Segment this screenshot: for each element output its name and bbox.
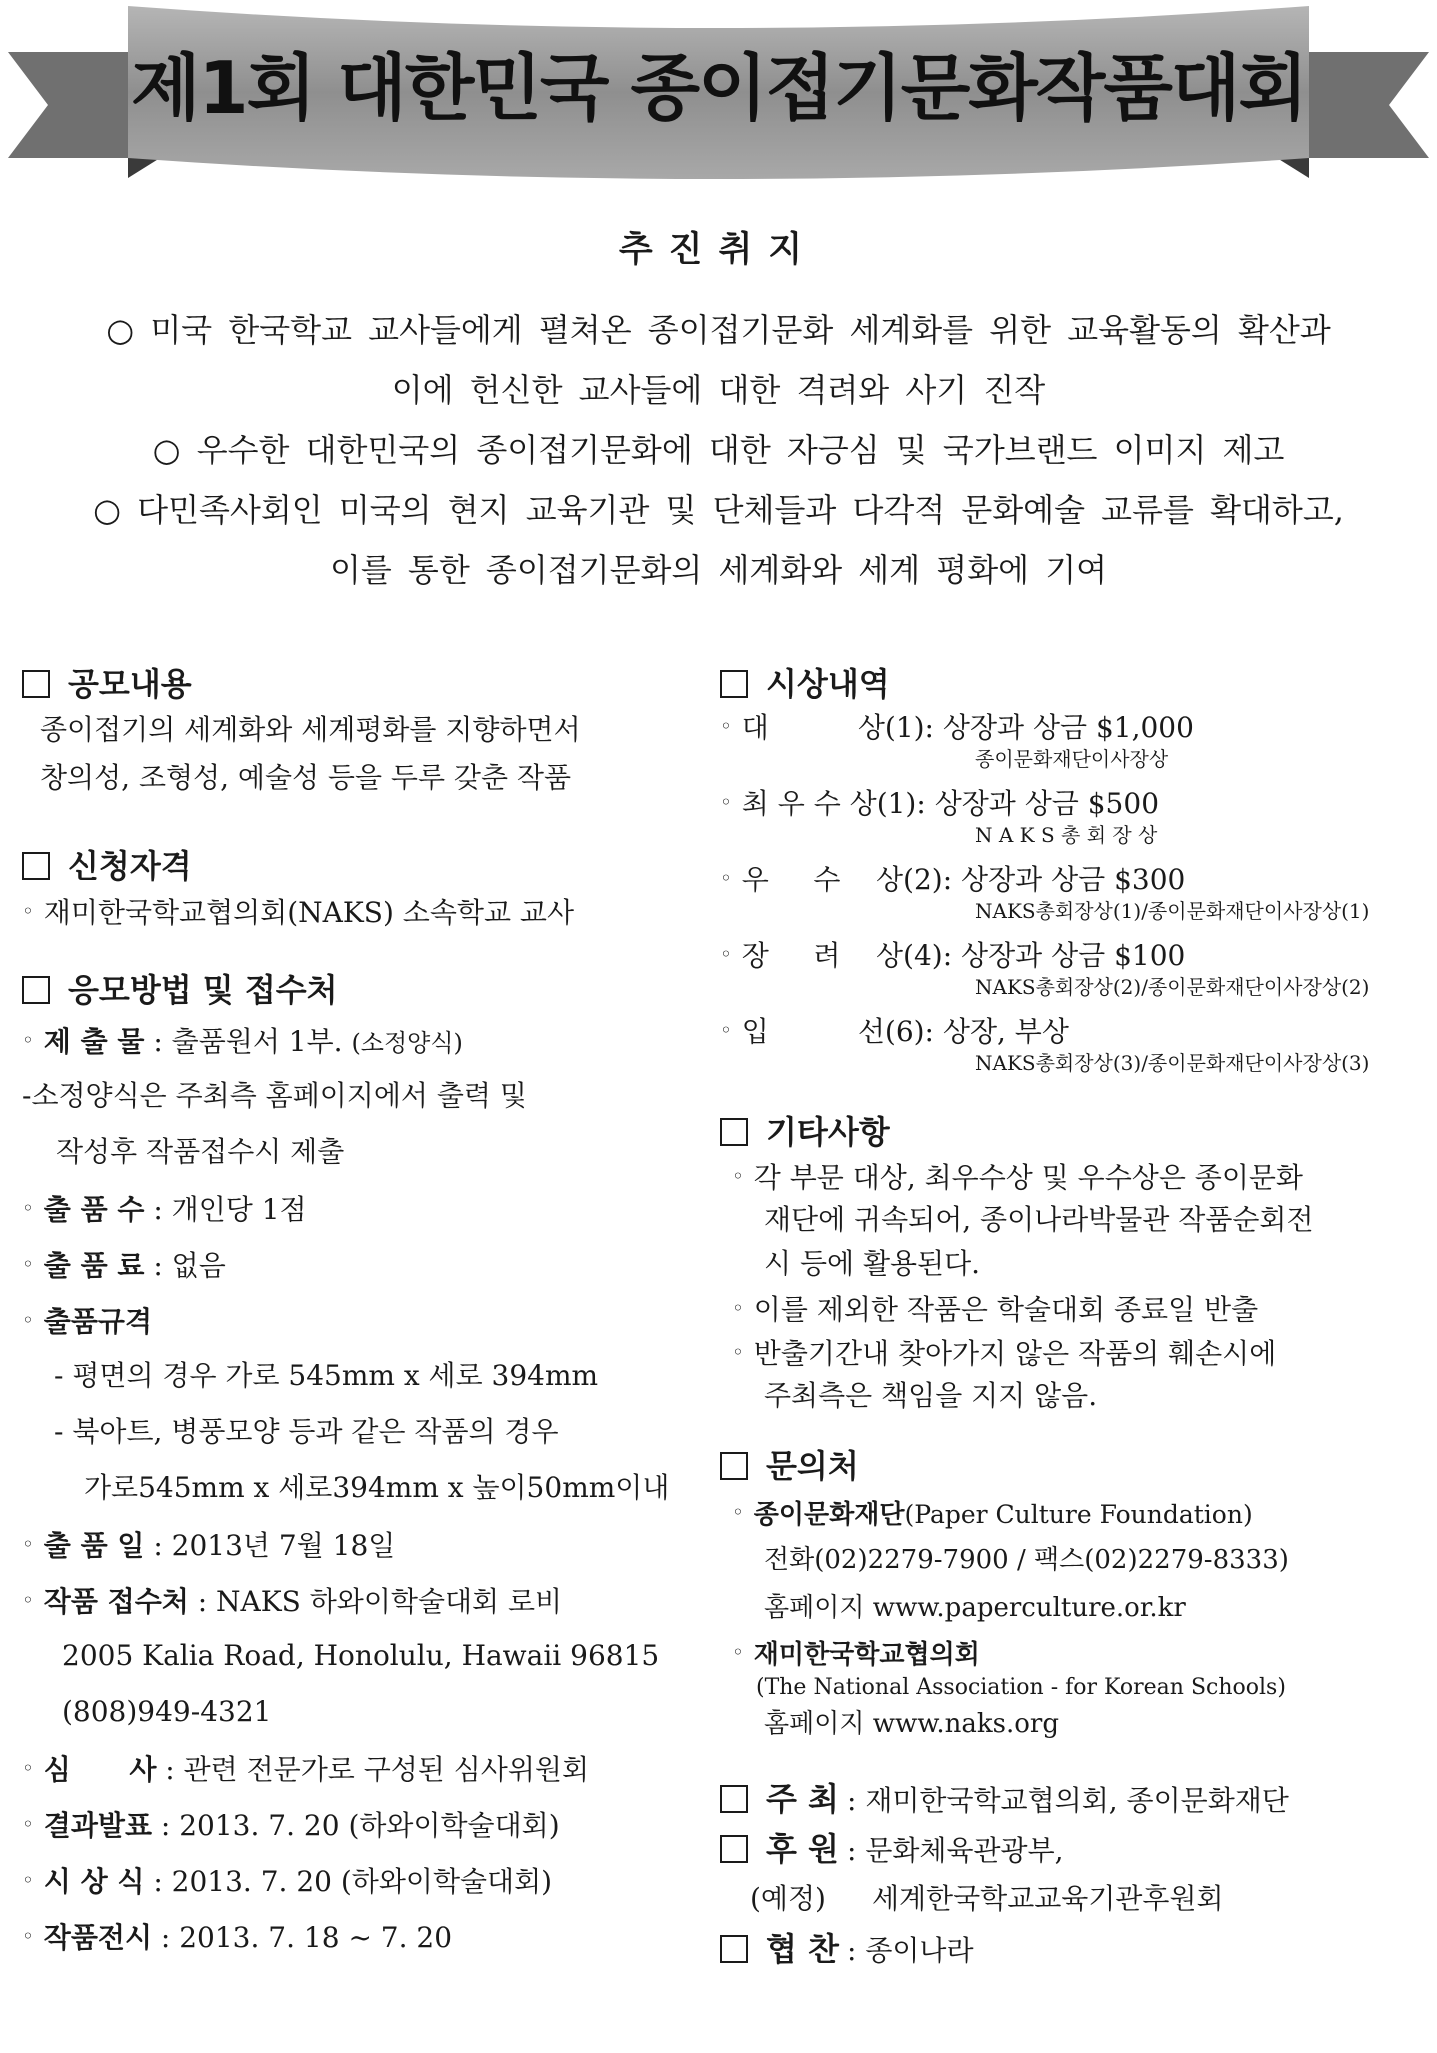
purpose-line: ○ 미국 한국학교 교사들에게 펼쳐온 종이접기문화 세계화를 위한 교육활동의 확산과	[106, 311, 1331, 349]
contest-line: 종이접기의 세계화와 세계평화를 지향하면서	[40, 713, 581, 746]
submission-row: ◦ 제 출 물 : 출품원서 1부. (소정양식)	[22, 1025, 463, 1058]
host-value: 재미한국학교협의회, 종이문화재단	[865, 1784, 1289, 1817]
purpose-line: 이를 통한 종이접기문화의 세계화와 세계 평화에 기여	[329, 551, 1108, 589]
count-value: 개인당 1점	[171, 1193, 307, 1226]
award-row	[720, 858, 1420, 898]
bullet-icon: ◦	[732, 1500, 744, 1524]
bullet-icon: ◦	[720, 714, 732, 738]
bullet-icon: ◦	[732, 1340, 744, 1364]
bullet-icon: ◦	[22, 1028, 34, 1052]
award-name: 최 우 수 상(1):	[741, 787, 926, 820]
org2-web: 홈페이지 www.naks.org	[764, 1709, 1060, 1739]
checkbox-square-icon	[22, 670, 50, 698]
support-value: 종이나라	[865, 1934, 974, 1967]
award-note: N A K S 총 회 장 상	[975, 823, 1158, 847]
bullet-icon: ◦	[22, 1196, 34, 1220]
bullet-icon: ◦	[22, 1868, 34, 1892]
others-line	[720, 1286, 1420, 1330]
award-name: 대 상(1):	[741, 711, 934, 744]
award-row	[720, 706, 1420, 746]
contest-line: 창의성, 조형성, 예술성 등을 두루 갖춘 작품	[40, 761, 572, 794]
spec-line: - 평면의 경우 가로 545mm x 세로 394mm	[54, 1359, 599, 1392]
venue-address: 2005 Kalia Road, Honolulu, Hawaii 96815	[62, 1639, 660, 1672]
submission-label: 제 출 물	[43, 1025, 145, 1058]
others-line: 재단에 귀속되어, 종이나라박물관 작품순회전	[764, 1203, 1314, 1236]
sponsor-row: 후 원 : 문화체육관광부,	[720, 1824, 1420, 1874]
section-heading-awards	[720, 662, 1420, 706]
fee-value: 없음	[171, 1249, 226, 1282]
submission-value: 출품원서 1부.	[171, 1025, 343, 1058]
purpose-line: 이에 헌신한 교사들에 대한 격려와 사기 진작	[391, 371, 1046, 409]
page-title: 제1회 대한민국 종이접기문화작품대회	[130, 46, 1307, 130]
host-row: 주 최 : 재미한국학교협의회, 종이문화재단	[720, 1774, 1420, 1824]
award-row	[720, 1010, 1420, 1050]
award-name: 장 려 상(4):	[741, 939, 953, 972]
bullet-icon: ◦	[720, 790, 732, 814]
purpose-heading: 추진취지	[618, 230, 819, 270]
checkbox-square-icon	[720, 670, 748, 698]
bullet-icon: ◦	[22, 1308, 34, 1332]
count-label: 출 품 수	[43, 1193, 145, 1226]
ceremony-value: 2013. 7. 20 (하와이학술대회)	[171, 1865, 553, 1898]
award-prize: 상장과 상금 $100	[961, 939, 1186, 972]
judge-row: ◦ 심 사 : 관련 전문가로 구성된 심사위원회	[22, 1753, 589, 1786]
award-note: NAKS총회장상(1)/종이문화재단이사장상(1)	[975, 899, 1370, 923]
count-row: ◦ 출 품 수 : 개인당 1점	[22, 1193, 307, 1226]
bullet-icon: ◦	[720, 942, 732, 966]
right-column	[720, 662, 1420, 1974]
org2-name: 재미한국학교협의회	[753, 1640, 980, 1670]
org1-web: 홈페이지 www.paperculture.or.kr	[764, 1593, 1186, 1623]
eligibility-text: 재미한국학교협의회(NAKS) 소속학교 교사	[43, 896, 574, 929]
fee-label: 출 품 료	[43, 1249, 145, 1282]
bullet-icon: ◦	[732, 1164, 744, 1188]
heading-text: 문의처	[766, 1447, 859, 1485]
org1-phone: 전화(02)2279-7900 / 팩스(02)2279-8333)	[764, 1545, 1289, 1575]
submission-note: (소정양식)	[351, 1029, 463, 1057]
bullet-icon: ◦	[22, 1588, 34, 1612]
section-heading-contact	[720, 1444, 1420, 1488]
contact-org2	[720, 1632, 1420, 1672]
award-prize: 상장과 상금 $1,000	[942, 711, 1194, 744]
venue-value: NAKS 하와이학술대회 로비	[216, 1585, 563, 1618]
award-prize: 상장과 상금 $300	[961, 863, 1186, 896]
section-heading-application	[22, 968, 712, 1012]
purpose-line: ○ 우수한 대한민국의 종이접기문화에 대한 자긍심 및 국가브랜드 이미지 제고	[152, 431, 1285, 469]
venue-row: ◦ 작품 접수처 : NAKS 하와이학술대회 로비	[22, 1585, 563, 1618]
award-item	[720, 706, 1420, 782]
judge-value: 관련 전문가로 구성된 심사위원회	[183, 1753, 589, 1786]
venue-phone: (808)949-4321	[62, 1695, 272, 1728]
others-text: 반출기간내 찾아가지 않은 작품의 훼손시에	[753, 1337, 1277, 1370]
ceremony-label: 시 상 식	[43, 1865, 145, 1898]
award-row	[720, 934, 1420, 974]
title-banner	[0, 0, 1437, 205]
checkbox-square-icon	[720, 1452, 748, 1480]
venue-label: 작품 접수처	[43, 1585, 189, 1618]
org1-en: (Paper Culture Foundation)	[904, 1500, 1253, 1529]
checkbox-square-icon	[720, 1118, 748, 1146]
others-line	[720, 1154, 1420, 1198]
heading-text: 기타사항	[766, 1113, 890, 1151]
sponsor-row-2	[720, 1874, 1420, 1924]
bullet-icon: ◦	[22, 899, 34, 923]
purpose-lines	[0, 300, 1437, 600]
bullet-icon: ◦	[22, 1812, 34, 1836]
checkbox-square-icon	[720, 1935, 748, 1963]
section-heading-eligibility	[22, 844, 712, 888]
award-item	[720, 858, 1420, 934]
heading-text: 응모방법 및 접수처	[68, 971, 338, 1009]
heading-text: 공모내용	[68, 665, 192, 703]
left-column	[22, 662, 712, 1964]
form-note: 작성후 작품접수시 제출	[56, 1135, 345, 1168]
award-name: 입 선(6):	[741, 1015, 934, 1048]
others-line: 주최측은 책임을 지지 않음.	[764, 1379, 1098, 1412]
org2-en: (The National Association - for Korean Schools)	[756, 1675, 1286, 1700]
sponsor-pending: (예정)	[750, 1882, 826, 1915]
award-row	[720, 782, 1420, 822]
contact-org1	[720, 1488, 1420, 1536]
exhibit-row: ◦ 작품전시 : 2013. 7. 18 ~ 7. 20	[22, 1921, 453, 1954]
section-heading-others	[720, 1110, 1420, 1154]
spec-line: - 북아트, 병풍모양 등과 같은 작품의 경우	[54, 1415, 559, 1448]
checkbox-square-icon	[22, 976, 50, 1004]
judge-label: 심 사	[43, 1753, 157, 1786]
section-heading-contest	[22, 662, 712, 706]
form-note: -소정양식은 주최측 홈페이지에서 출력 및	[22, 1079, 527, 1112]
bullet-icon: ◦	[720, 1018, 732, 1042]
award-item	[720, 782, 1420, 858]
purpose-line: ○ 다민족사회인 미국의 현지 교육기관 및 단체들과 다각적 문화예술 교류를 확대하고,	[93, 491, 1344, 529]
checkbox-square-icon	[720, 1785, 748, 1813]
award-item	[720, 934, 1420, 1010]
award-prize: 상장과 상금 $500	[934, 787, 1160, 820]
date-label: 출 품 일	[43, 1529, 145, 1562]
result-row: ◦ 결과발표 : 2013. 7. 20 (하와이학술대회)	[22, 1809, 560, 1842]
fee-row: ◦ 출 품 료 : 없음	[22, 1249, 226, 1282]
support-row: 협 찬 : 종이나라	[720, 1924, 1420, 1974]
heading-text: 신청자격	[68, 847, 192, 885]
sponsor-value: 문화체육관광부,	[865, 1834, 1064, 1867]
heading-text: 시상내역	[766, 665, 890, 703]
exhibit-value: 2013. 7. 18 ~ 7. 20	[179, 1921, 453, 1954]
bullet-icon: ◦	[22, 1252, 34, 1276]
others-text: 각 부문 대상, 최우수상 및 우수상은 종이문화	[753, 1161, 1303, 1194]
others-line: 시 등에 활용된다.	[764, 1247, 981, 1280]
bullet-icon: ◦	[732, 1296, 744, 1320]
bullet-icon: ◦	[22, 1532, 34, 1556]
eligibility-line	[22, 888, 712, 934]
checkbox-square-icon	[22, 852, 50, 880]
spec-line: 가로545mm x 세로394mm x 높이50mm이내	[84, 1471, 670, 1504]
date-row: ◦ 출 품 일 : 2013년 7월 18일	[22, 1529, 396, 1562]
result-label: 결과발표	[43, 1809, 152, 1842]
award-note: NAKS총회장상(2)/종이문화재단이사장상(2)	[975, 975, 1370, 999]
bullet-icon: ◦	[22, 1756, 34, 1780]
bullet-icon: ◦	[732, 1640, 744, 1664]
spec-label: 출품규격	[43, 1305, 152, 1338]
bullet-icon: ◦	[720, 866, 732, 890]
host-label: 주 최	[766, 1780, 839, 1818]
sponsor-value-2: 세계한국학교교육기관후원회	[871, 1882, 1224, 1915]
spec-row	[22, 1292, 712, 1348]
support-label: 협 찬	[766, 1930, 839, 1968]
checkbox-square-icon	[720, 1835, 748, 1863]
award-name: 우 수 상(2):	[741, 863, 953, 896]
award-note: NAKS총회장상(3)/종이문화재단이사장상(3)	[975, 1051, 1370, 1075]
others-text: 이를 제외한 작품은 학술대회 종료일 반출	[753, 1293, 1259, 1326]
result-value: 2013. 7. 20 (하와이학술대회)	[179, 1809, 560, 1842]
award-item	[720, 1010, 1420, 1086]
others-line	[720, 1330, 1420, 1374]
ceremony-row: ◦ 시 상 식 : 2013. 7. 20 (하와이학술대회)	[22, 1865, 553, 1898]
award-prize: 상장, 부상	[942, 1015, 1069, 1048]
date-value: 2013년 7월 18일	[171, 1529, 396, 1562]
org1-name: 종이문화재단	[753, 1500, 905, 1530]
exhibit-label: 작품전시	[43, 1921, 152, 1954]
award-note: 종이문화재단이사장상	[975, 747, 1169, 771]
sponsor-label: 후 원	[766, 1830, 839, 1868]
bullet-icon: ◦	[22, 1924, 34, 1948]
